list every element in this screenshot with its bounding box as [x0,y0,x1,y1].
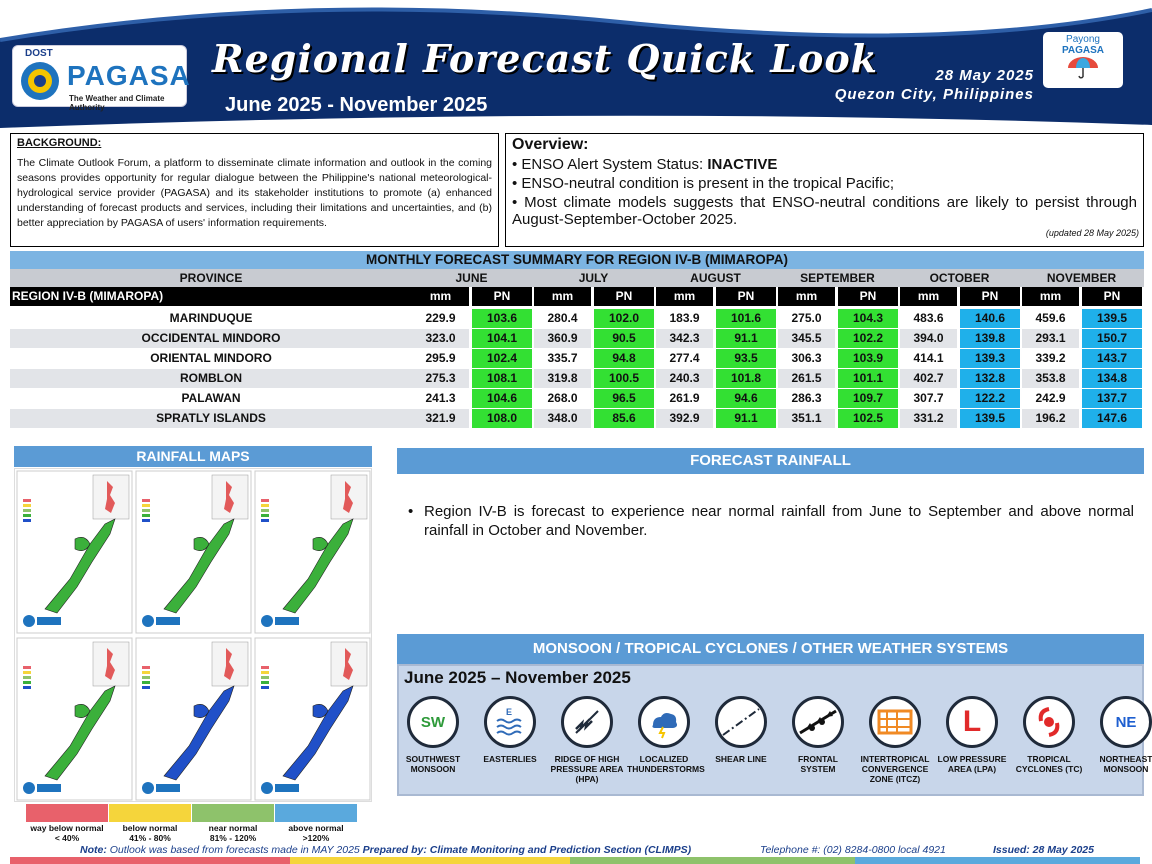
rainfall-map-thumbnail [17,471,132,633]
pn-cell: 140.6 [960,309,1020,328]
pn-cell: 139.8 [960,329,1020,348]
rainfall-maps-graphic [15,469,373,803]
background-heading: BACKGROUND: [17,137,102,149]
overview-box [505,133,1144,247]
mm-cell: 348.0 [534,409,591,428]
weather-system-item [396,696,470,774]
icon-text: L [962,705,982,738]
forecast-rainfall-text: Region IV-B is forecast to experience near normal rainfall from June to September and above normal rainfall in October and November. [424,503,1134,539]
rainfall-map-thumbnail [136,638,251,800]
background-text: The Climate Outlook Forum, a platform to disseminate climate information and outlook in the coming seasons provides opportunity for regular dialogue between the Philippine's national meteorological-hydrological service provider (PAGASA) and its stakeholder institutions to promote (a) enhanced understanding of forecast products and services, including their limitations and uncertainties, and (b) better appreciation by PAGASA of users' information requirements. [17,157,492,229]
pn-header: PN [838,287,898,306]
mm-cell: 275.3 [412,369,469,388]
table-row [10,389,1144,408]
mm-cell: 402.7 [900,369,957,388]
overview-item-enso-status: • ENSO Alert System Status: INACTIVE [512,156,778,173]
footer-note-label: Note: [80,844,107,856]
pn-cell: 85.6 [594,409,654,428]
mm-cell: 280.4 [534,309,591,328]
mm-cell: 286.3 [778,389,835,408]
table-title: MONTHLY FORECAST SUMMARY FOR REGION IV-B (MIMAROPA) [10,251,1144,269]
mm-cell: 306.3 [778,349,835,368]
pn-cell: 108.0 [472,409,532,428]
legend-range: < 40% [54,833,80,843]
pn-cell: 91.1 [716,409,776,428]
table-row [10,349,1144,368]
mm-cell: 335.7 [534,349,591,368]
pn-header: PN [472,287,532,306]
icon-text: SW [420,713,446,731]
enso-condition-text: ENSO-neutral condition is present in the tropical Pacific; [521,175,895,192]
mm-cell: 483.6 [900,309,957,328]
mm-cell: 459.6 [1022,309,1079,328]
svg-text:E: E [506,707,513,717]
weather-system-item [1089,696,1152,774]
systems-period: June 2025 – November 2025 [404,668,631,687]
mm-cell: 295.9 [412,349,469,368]
pn-cell: 100.5 [594,369,654,388]
province-name: PALAWAN [10,389,412,408]
bullet: • [408,503,414,520]
forecast-period: June 2025 - November 2025 [225,94,488,116]
pn-header: PN [1082,287,1142,306]
region-label: REGION IV-B (MIMAROPA) [10,287,412,306]
pn-cell: 137.7 [1082,389,1142,408]
thunderstorm-icon [638,696,690,748]
table-header-months [10,269,1144,287]
forecast-rainfall-heading: FORECAST RAINFALL [397,448,1144,474]
rainfall-map-thumbnail [255,638,370,800]
province-name: MARINDUQUE [10,309,412,328]
table-row [10,329,1144,348]
weather-system-label: LOCALIZED THUNDERSTORMS [627,754,705,774]
weather-system-label: SOUTHWEST MONSOON [405,754,461,774]
province-name: SPRATLY ISLANDS [10,409,412,428]
rainfall-map-thumbnail [17,638,132,800]
pn-cell: 101.8 [716,369,776,388]
pn-cell: 134.8 [1082,369,1142,388]
footer-note [80,844,691,856]
mm-header: mm [656,287,713,306]
pn-cell: 102.2 [838,329,898,348]
issue-place: Quezon City, Philippines [834,86,1034,103]
rainfall-legend-bar [26,804,356,822]
payong-line2: PAGASA [1061,45,1105,56]
pn-cell: 122.2 [960,389,1020,408]
rainfall-maps-heading: RAINFALL MAPS [14,446,372,467]
hpa-icon [561,696,613,748]
shear-line-icon [715,696,767,748]
month-header-september: SEPTEMBER [800,271,875,285]
rainfall-map-thumbnail [255,471,370,633]
mm-cell: 360.9 [534,329,591,348]
province-name: OCCIDENTAL MINDORO [10,329,412,348]
overview-heading: Overview: [512,136,589,153]
payong-pagasa-logo [1043,32,1123,88]
pn-cell: 102.5 [838,409,898,428]
weather-system-item [781,696,855,774]
overview-item-climate-models: • Most climate models suggests that ENSO-neutral conditions are likely to persist through August-September-October 2025. [512,194,1137,228]
mm-header: mm [412,287,469,306]
pn-header: PN [594,287,654,306]
table-row [10,369,1144,388]
enso-status-prefix: ENSO Alert System Status: [521,156,708,173]
mm-cell: 241.3 [412,389,469,408]
weather-system-label: NORTHEAST MONSOON [1099,754,1152,774]
pn-cell: 132.8 [960,369,1020,388]
payong-line1: Payong [1066,34,1100,45]
pagasa-seal-icon [19,60,61,102]
mm-cell: 331.2 [900,409,957,428]
weather-system-label: EASTERLIES [483,754,537,764]
ne-monsoon-icon [1100,696,1152,748]
mm-cell: 342.3 [656,329,713,348]
pn-cell: 139.3 [960,349,1020,368]
mm-cell: 392.9 [656,409,713,428]
pn-cell: 94.6 [716,389,776,408]
weather-system-label: INTERTROPICAL CONVERGENCE ZONE (ITCZ) [860,754,930,784]
mm-cell: 307.7 [900,389,957,408]
mm-cell: 353.8 [1022,369,1079,388]
mm-cell: 345.5 [778,329,835,348]
legend-swatch [109,804,191,822]
logo-dost-text: DOST [25,48,53,59]
overview-item-enso-condition: • ENSO-neutral condition is present in the tropical Pacific; [512,175,895,192]
overview-updated: (updated 28 May 2025) [1045,228,1139,238]
pn-cell: 96.5 [594,389,654,408]
legend-category: below normal [122,823,178,833]
weather-system-item [935,696,1009,774]
pn-cell: 102.0 [594,309,654,328]
pn-cell: 143.7 [1082,349,1142,368]
mm-cell: 319.8 [534,369,591,388]
pn-cell: 139.5 [1082,309,1142,328]
weather-system-item [627,696,705,774]
enso-status-value: INACTIVE [707,156,778,173]
pn-header: PN [716,287,776,306]
rainfall-map-thumbnail [136,471,251,633]
legend-category: way below normal [30,823,104,833]
mm-cell: 275.0 [778,309,835,328]
sw-monsoon-icon [407,696,459,748]
footer-issued: Issued: 28 May 2025 [993,844,1094,856]
pn-cell: 104.1 [472,329,532,348]
mm-cell: 196.2 [1022,409,1079,428]
weather-system-item [704,696,778,764]
legend-range: >120% [302,833,330,843]
pn-cell: 103.9 [838,349,898,368]
lpa-icon [946,696,998,748]
province-name: ORIENTAL MINDORO [10,349,412,368]
mm-cell: 261.9 [656,389,713,408]
page-header [0,0,1152,130]
month-header-july: JULY [578,271,609,285]
month-header-october: OCTOBER [929,271,990,285]
logo-pagasa-word: PAGASA [67,60,191,91]
mm-cell: 240.3 [656,369,713,388]
pn-header: PN [960,287,1020,306]
pn-cell: 94.8 [594,349,654,368]
table-row [10,409,1144,428]
pn-cell: 101.1 [838,369,898,388]
pn-cell: 109.7 [838,389,898,408]
forecast-rainfall-text-block [408,502,1134,540]
weather-system-item [550,696,624,784]
legend-label [26,823,108,843]
itcz-icon [869,696,921,748]
pn-cell: 91.1 [716,329,776,348]
month-header-june: JUNE [455,271,488,285]
icon-text: NE [1115,713,1137,731]
mm-cell: 293.1 [1022,329,1079,348]
mm-cell: 242.9 [1022,389,1079,408]
easterlies-icon [484,696,536,748]
mm-cell: 229.9 [412,309,469,328]
mm-cell: 277.4 [656,349,713,368]
mm-header: mm [778,287,835,306]
mm-header: mm [1022,287,1079,306]
legend-label [192,823,274,843]
mm-cell: 183.9 [656,309,713,328]
mm-cell: 261.5 [778,369,835,388]
mm-cell: 394.0 [900,329,957,348]
pn-cell: 150.7 [1082,329,1142,348]
mm-cell: 268.0 [534,389,591,408]
pn-cell: 101.6 [716,309,776,328]
logo-tagline: The Weather and Climate Authority [69,94,165,112]
pn-cell: 104.6 [472,389,532,408]
pn-cell: 108.1 [472,369,532,388]
mm-cell: 351.1 [778,409,835,428]
pn-cell: 147.6 [1082,409,1142,428]
footer-prepared: Prepared by: Climate Monitoring and Prediction Section (CLIMPS) [362,844,692,856]
footer-color-strip [10,857,1140,864]
mm-cell: 414.1 [900,349,957,368]
weather-system-item [858,696,932,784]
table-row [10,309,1144,328]
legend-swatch [192,804,274,822]
footer-note-text: Outlook was based from forecasts made in MAY 2025 [106,844,363,856]
footer-telephone: Telephone #: (02) 8284-0800 local 4921 [760,844,946,856]
pn-cell: 93.5 [716,349,776,368]
pn-cell: 103.6 [472,309,532,328]
month-header-november: NOVEMBER [1046,271,1117,285]
legend-range: 81% - 120% [209,833,257,843]
mm-header: mm [900,287,957,306]
pn-cell: 102.4 [472,349,532,368]
frontal-system-icon [792,696,844,748]
weather-system-label: TROPICAL CYCLONES (TC) [1015,754,1083,774]
weather-system-label: RIDGE OF HIGH PRESSURE AREA (HPA) [550,754,624,784]
page-title: Regional Forecast Quick Look [212,36,879,81]
table-subheader [10,287,1144,306]
legend-range: 41% - 80% [129,833,171,843]
month-header-august: AUGUST [690,271,741,285]
province-header: PROVINCE [179,271,243,285]
mm-cell: 323.0 [412,329,469,348]
weather-system-label: LOW PRESSURE AREA (LPA) [937,754,1007,774]
pn-cell: 139.5 [960,409,1020,428]
mm-cell: 339.2 [1022,349,1079,368]
legend-swatch [275,804,357,822]
legend-label [275,823,357,843]
weather-systems-panel [397,664,1152,796]
mm-header: mm [534,287,591,306]
weather-system-label: FRONTAL SYSTEM [798,754,838,774]
pagasa-logo [12,45,191,112]
weather-system-item [473,696,547,764]
legend-label [109,823,191,843]
weather-system-label: SHEAR LINE [715,754,767,764]
climate-models-text: Most climate models suggests that ENSO-neutral conditions are likely to persist through August-September-October 2025. [512,194,1137,228]
pn-cell: 104.3 [838,309,898,328]
province-name: ROMBLON [10,369,412,388]
weather-system-item [1012,696,1086,774]
rainfall-maps-panel [14,468,372,802]
background-box [10,133,499,247]
pn-cell: 90.5 [594,329,654,348]
mm-cell: 321.9 [412,409,469,428]
legend-category: near normal [208,823,258,833]
systems-heading: MONSOON / TROPICAL CYCLONES / OTHER WEATHER SYSTEMS [397,634,1144,664]
tropical-cyclone-icon [1023,696,1075,748]
legend-swatch [26,804,108,822]
umbrella-icon [1066,56,1100,80]
issue-date: 28 May 2025 [935,67,1034,84]
legend-category: above normal [288,823,344,833]
